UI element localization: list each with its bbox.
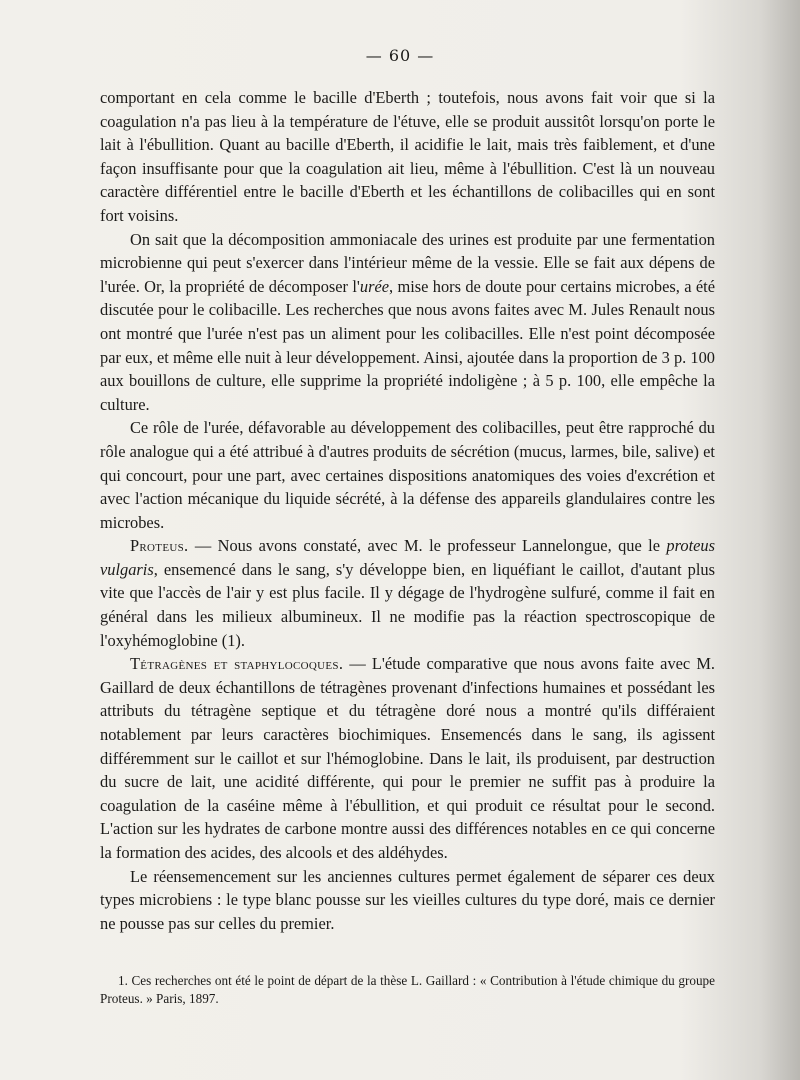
body-text <box>100 86 715 935</box>
paragraph-text: Le réensemencement sur les anciennes cultures permet également de séparer ces deux types microbiens : le type blanc pousse sur les vieilles cultures du type doré, mais ce dernier ne pousse pas sur celles du premier. <box>100 866 715 933</box>
paragraph-eberth-continuation <box>100 86 715 228</box>
paragraph-text: comportant en cela comme le bacille d'Eberth ; toutefois, nous avons fait voir que si la coagulation n'a pas lieu à la température de l'étuve, elle se produit aussitôt lorsqu'on porte le lait à l'ébullition. Quant au bacille d'Eberth, il acidifie le lait, mais très faiblement, et d'une façon insuffisante pour que la coagulation ait lieu, même à l'ébullition. C'est là un nouveau caractère différentiel entre le bacille d'Eberth et les échantillons de colibacilles qui en sont fort voisins. <box>100 88 715 225</box>
italic-term: urée <box>359 276 389 296</box>
paragraph-proteus <box>100 534 715 652</box>
paragraph-text: , ensemencé dans le sang, s'y développe bien, en liquéfiant le caillot, d'autant plus vite que l'accès de l'air y est plus facile. Il y dégage de l'hydrogène sulfuré, comme il fait en général dans les milieux albumineux. Il ne modifie pas la réaction spectroscopique de l'oxyhémoglobine (1). <box>100 559 715 650</box>
paragraph-role-uree <box>100 416 715 534</box>
italic-term: proteus vulgaris <box>100 536 715 579</box>
paragraph-text: — L'étude comparative que nous avons faite avec M. Gaillard de deux échantillons de tétragènes provenant d'infections humaines et possédant les attributs du tétragène septique et du tétragène doré nous a montré qu'ils différaient notablement par leurs caractères biochimiques. Ensemencés dans le sang, ils agissent différemment sur le caillot et sur l'hémoglobine. Dans le lait, ils produisent, par destruction du sucre de lait, une acidité différente, qui pour le premier ne suffit pas à produire la coagulation de la caséine même à l'ébullition, et qui produit ce résultat pour le second. L'action sur les hydrates de carbone montre aussi des différences notables en ce qui concerne la formation des acides, des alcools et des aldéhydes. <box>100 654 715 862</box>
page-number: — 60 — <box>365 46 435 65</box>
footnote-text: 1. Ces recherches ont été le point de départ de la thèse L. Gaillard : « Contribution à l'étude chimique du groupe Proteus. » Paris, 1897. <box>100 973 715 1006</box>
section-heading: Proteus. <box>130 536 189 556</box>
footnote <box>100 972 715 1008</box>
paragraph-uree <box>100 228 715 417</box>
paragraph-text: — Nous avons constaté, avec M. le professeur Lannelongue, que le <box>188 536 667 556</box>
paragraph-text: Ce rôle de l'urée, défavorable au développement des colibacilles, peut être rapproché du rôle analogue qui a été attribué à d'autres produits de sécrétion (mucus, larmes, bile, salive) et qui concourt, pour une part, avec certaines dispositions anatomiques des voies d'excrétion et avec l'action mécanique du liquide sécrété, à la défense des appareils glandulaires contre les microbes. <box>100 418 715 532</box>
paragraph-tetragenes <box>100 652 715 864</box>
paragraph-text: On sait que la décomposition ammoniacale des urines est produite par une fermentation microbienne qui peut s'exercer dans l'intérieur même de la vessie. Elle se fait aux dépens de l'urée. Or, la propriété de décomposer l' <box>100 229 715 296</box>
paragraph-text: , mise hors de doute pour certains microbes, a été discutée pour le colibacille. Les recherches que nous avons faites avec M. Jules Renault nous ont montré que l'urée n'est pas un aliment pour les colibacilles. Elle n'est point décomposée par eux, et même elle nuit à leur développement. Ainsi, ajoutée dans la proportion de 3 p. 100 aux bouillons de culture, elle supprime la propriété indoligène ; à 5 p. 100, elle empêche la culture. <box>100 276 715 414</box>
section-heading: Tétragènes et staphylocoques. <box>130 654 344 674</box>
paragraph-reensemencement <box>100 865 715 936</box>
